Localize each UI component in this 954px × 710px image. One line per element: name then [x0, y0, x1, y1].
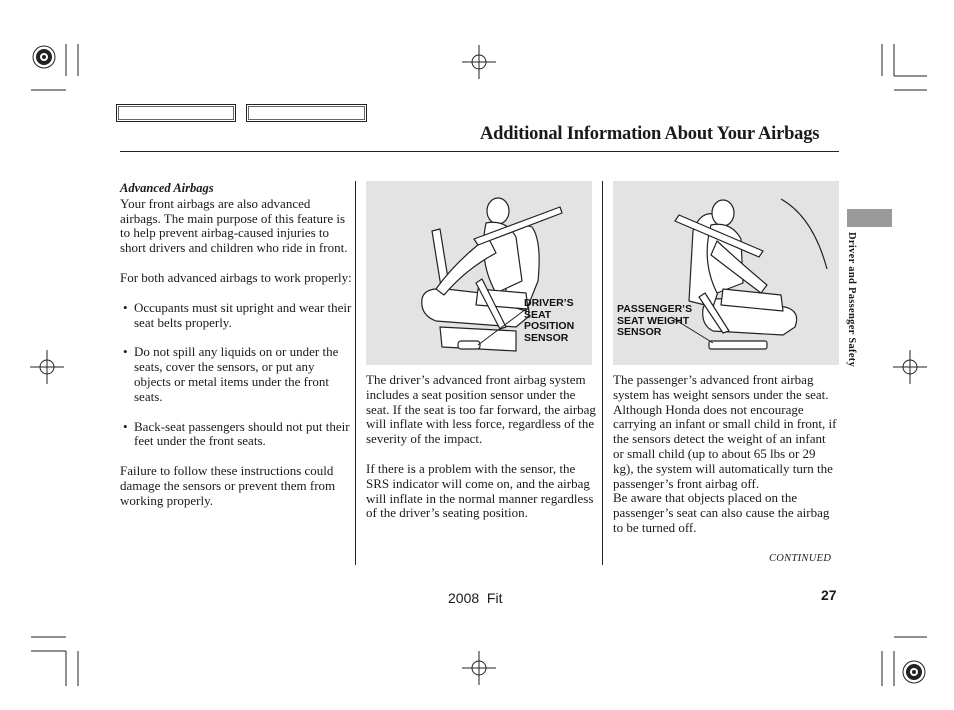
driver-seat-sensor-label: DRIVER’S SEAT POSITION SENSOR — [524, 297, 575, 344]
list-item: • Occupants must sit upright and wear their seat belts properly. — [120, 301, 352, 331]
sensor-problem-paragraph: If there is a problem with the sensor, the SRS indicator will come on, and the airbag will inflate in the normal manner regardless of the driver’s seating position. — [366, 460, 594, 521]
section-subheading: Advanced Airbags — [120, 181, 214, 195]
intro-paragraph: Your front airbags are also advanced airbags. The main purpose of this feature is to help prevent airbag-caused injuries to short drivers and children who ride in front. — [120, 195, 348, 256]
passenger-sensor-paragraph: The passenger’s advanced front airbag system has weight sensors under the seat. Although Honda does not encourage carrying an infant or small child in front, if the sensors detect the weight of an infant or small child (up to about 65 lbs or 29 kg), the system will automatically turn the passenger’s front airbag off. — [613, 372, 837, 491]
page-title: Additional Information About Your Airbags — [480, 124, 820, 144]
header-tab-box-1 — [116, 104, 236, 122]
title-rule — [120, 151, 839, 152]
page-number: 27 — [821, 587, 837, 603]
objects-paragraph: Be aware that objects placed on the passenger’s seat can also cause the airbag to be turned off. — [613, 490, 830, 535]
driver-sensor-paragraph: The driver’s advanced front airbag system includes a seat position sensor under the seat. If the seat is too far forward, the airbag will inflate with less force, regardless of the severity of the impact. — [366, 372, 596, 447]
continued-marker: CONTINUED — [769, 553, 832, 564]
passenger-seat-sensor-label: PASSENGER’S SEAT WEIGHT SENSOR — [617, 303, 693, 338]
list-item: • Do not spill any liquids on or under the seats, cover the sensors, or put any objects or metal items under the front seats. — [120, 345, 352, 404]
middle-column-text — [366, 373, 598, 521]
requirements-paragraph: For both advanced airbags to work properly: — [120, 269, 352, 285]
left-column — [120, 181, 352, 509]
section-tab-label: Driver and Passenger Safety — [846, 232, 857, 368]
column-divider-1 — [355, 181, 356, 565]
passenger-seat-illustration — [613, 181, 839, 365]
right-column-text — [613, 373, 837, 536]
list-item: • Back-seat passengers should not put their feet under the front seats. — [120, 420, 352, 450]
header-tab-box-2 — [246, 104, 367, 122]
column-divider-2 — [602, 181, 603, 565]
footer-model: 2008 Fit — [448, 590, 503, 606]
warning-paragraph: Failure to follow these instructions could damage the sensors or prevent them from working properly. — [120, 463, 336, 508]
section-tab-marker — [847, 209, 892, 227]
driver-seat-illustration — [366, 181, 592, 365]
